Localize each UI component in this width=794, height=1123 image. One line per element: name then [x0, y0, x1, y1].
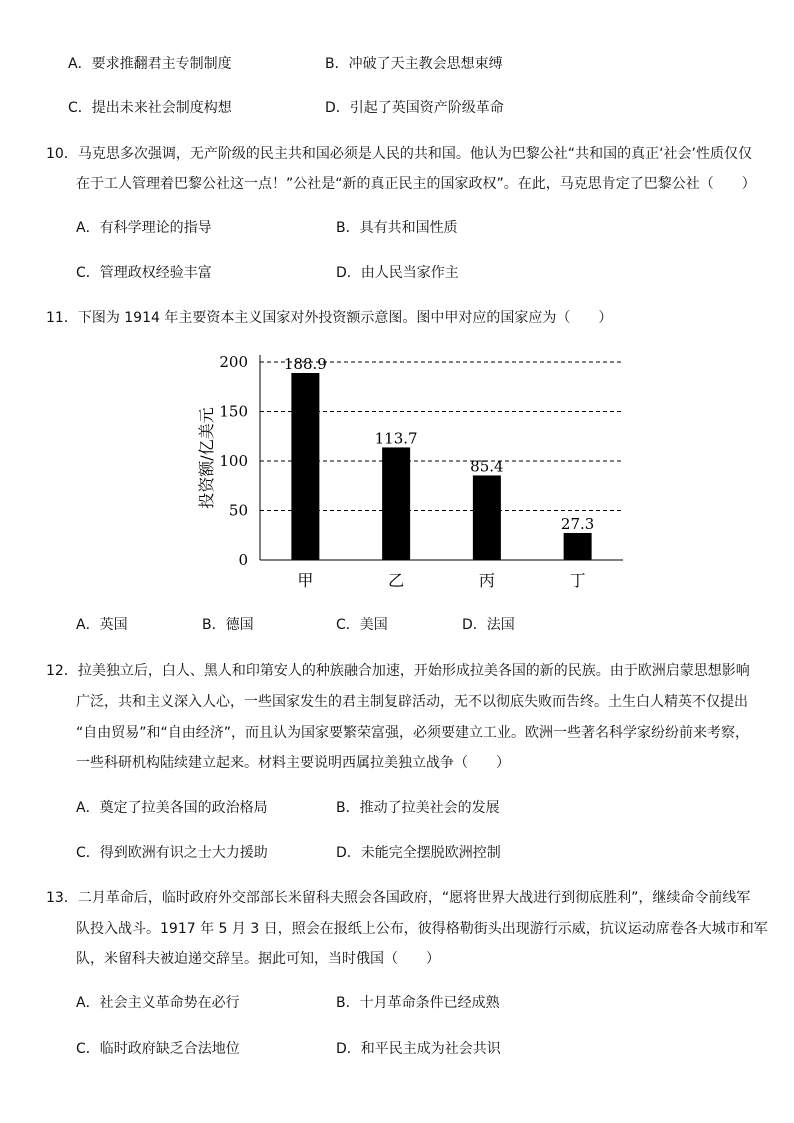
chart-bar	[291, 373, 319, 560]
chart-data-label: 85.4	[470, 457, 504, 476]
q9-option-a: A．要求推翻君主专制制度	[68, 56, 232, 72]
chart-y-tick-label: 50	[228, 501, 248, 520]
chart-data-label: 188.9	[283, 354, 327, 373]
q11-option-d: D．法国	[462, 617, 515, 633]
chart-x-tick-label: 丙	[478, 571, 495, 590]
q13-option-d: D．和平民主成为社会共识	[336, 1041, 501, 1057]
chart-data-label: 27.3	[560, 514, 595, 533]
q11-option-b: B．德国	[202, 617, 254, 633]
q13-stem-line-3: 队，米留科夫被迫递交辞呈。据此可知，当时俄国（ ）	[76, 951, 440, 967]
q13-stem-line-1: 13．二月革命后，临时政府外交部部长米留科夫照会各国政府，“愿将世界大战进行到彻底胜利”，继续命令前线军	[46, 890, 751, 906]
chart-y-tick-label: 200	[219, 353, 248, 371]
q10-option-a: A．有科学理论的指导	[76, 220, 212, 236]
chart-x-tick-label: 丁	[569, 571, 586, 590]
q13-option-a: A．社会主义革命势在必行	[76, 995, 240, 1011]
chart-y-axis-label: 投资额/亿美元	[197, 407, 216, 509]
chart-bar	[382, 447, 410, 560]
q12-stem-line-2: 广泛，共和主义深入人心，一些国家发生的君主制复辟活动，无不以彻底失败而告终。土生白人精英不仅提出	[76, 694, 748, 710]
chart-y-tick-label: 150	[219, 402, 248, 421]
q13-stem-line-2: 队投入战斗。1917 年 5 月 3 日，照会在报纸上公布，彼得格勒街头出现游行示威，抗议运动席卷各大城市和军	[76, 921, 768, 937]
q10-stem-line-2: 在于工人管理着巴黎公社这一点！”公社是“新的真正民主的国家政权”。在此，马克思肯定了巴黎公社（ ）	[76, 176, 756, 192]
q11-stem: 11．下图为 1914 年主要资本主义国家对外投资额示意图。图中甲对应的国家应为（ ）	[46, 310, 613, 326]
chart-bar	[473, 475, 501, 560]
chart-y-tick-labels	[219, 353, 248, 569]
q12-option-c: C．得到欧洲有识之士大力援助	[76, 845, 268, 861]
q10-option-d: D．由人民当家作主	[336, 265, 459, 281]
chart-y-tick-label: 0	[238, 551, 248, 569]
chart-data-label: 113.7	[374, 429, 418, 448]
q12-stem-line-3: “自由贸易”和“自由经济”，而且认为国家要繁荣富强，必须要建立工业。欧洲一些著名科学家纷纷前来考察，	[76, 725, 750, 741]
chart-x-tick-label: 乙	[388, 571, 405, 590]
q13-option-b: B．十月革命条件已经成熟	[336, 995, 500, 1011]
q12-stem-line-1: 12．拉美独立后，白人、黑人和印第安人的种族融合加速，开始形成拉美各国的新的民族。由于欧洲启蒙思想影响	[46, 663, 750, 679]
q10-option-c: C．管理政权经验丰富	[76, 265, 212, 281]
q12-option-a: A．奠定了拉美各国的政治格局	[76, 800, 268, 816]
q12-option-d: D．未能完全摆脱欧洲控制	[336, 845, 501, 861]
q9-option-d: D．引起了英国资产阶级革命	[325, 100, 504, 116]
q9-option-c: C．提出未来社会制度构想	[68, 100, 232, 116]
q11-option-c: C．美国	[336, 617, 388, 633]
q10-option-b: B．具有共和国性质	[336, 220, 458, 236]
chart-value-labels	[284, 355, 594, 533]
chart-x-tick-labels	[297, 571, 585, 590]
chart-x-tick-label: 甲	[297, 571, 314, 590]
chart-bars	[291, 373, 591, 560]
q10-stem-line-1: 10．马克思多次强调，无产阶级的民主共和国必须是人民的共和国。他认为巴黎公社“共和国的真正‘社会’性质仅仅	[46, 146, 752, 162]
chart-y-tick-label: 100	[219, 452, 248, 470]
q11-option-a: A．英国	[76, 617, 128, 633]
q12-stem-line-4: 一些科研机构陆续建立起来。材料主要说明西属拉美独立战争（ ）	[76, 755, 510, 771]
chart-bar	[564, 533, 592, 560]
investment-bar-chart	[190, 340, 640, 600]
q12-option-b: B．推动了拉美社会的发展	[336, 800, 500, 816]
q9-option-b: B．冲破了天主教会思想束缚	[325, 56, 503, 72]
q13-option-c: C．临时政府缺乏合法地位	[76, 1041, 240, 1057]
